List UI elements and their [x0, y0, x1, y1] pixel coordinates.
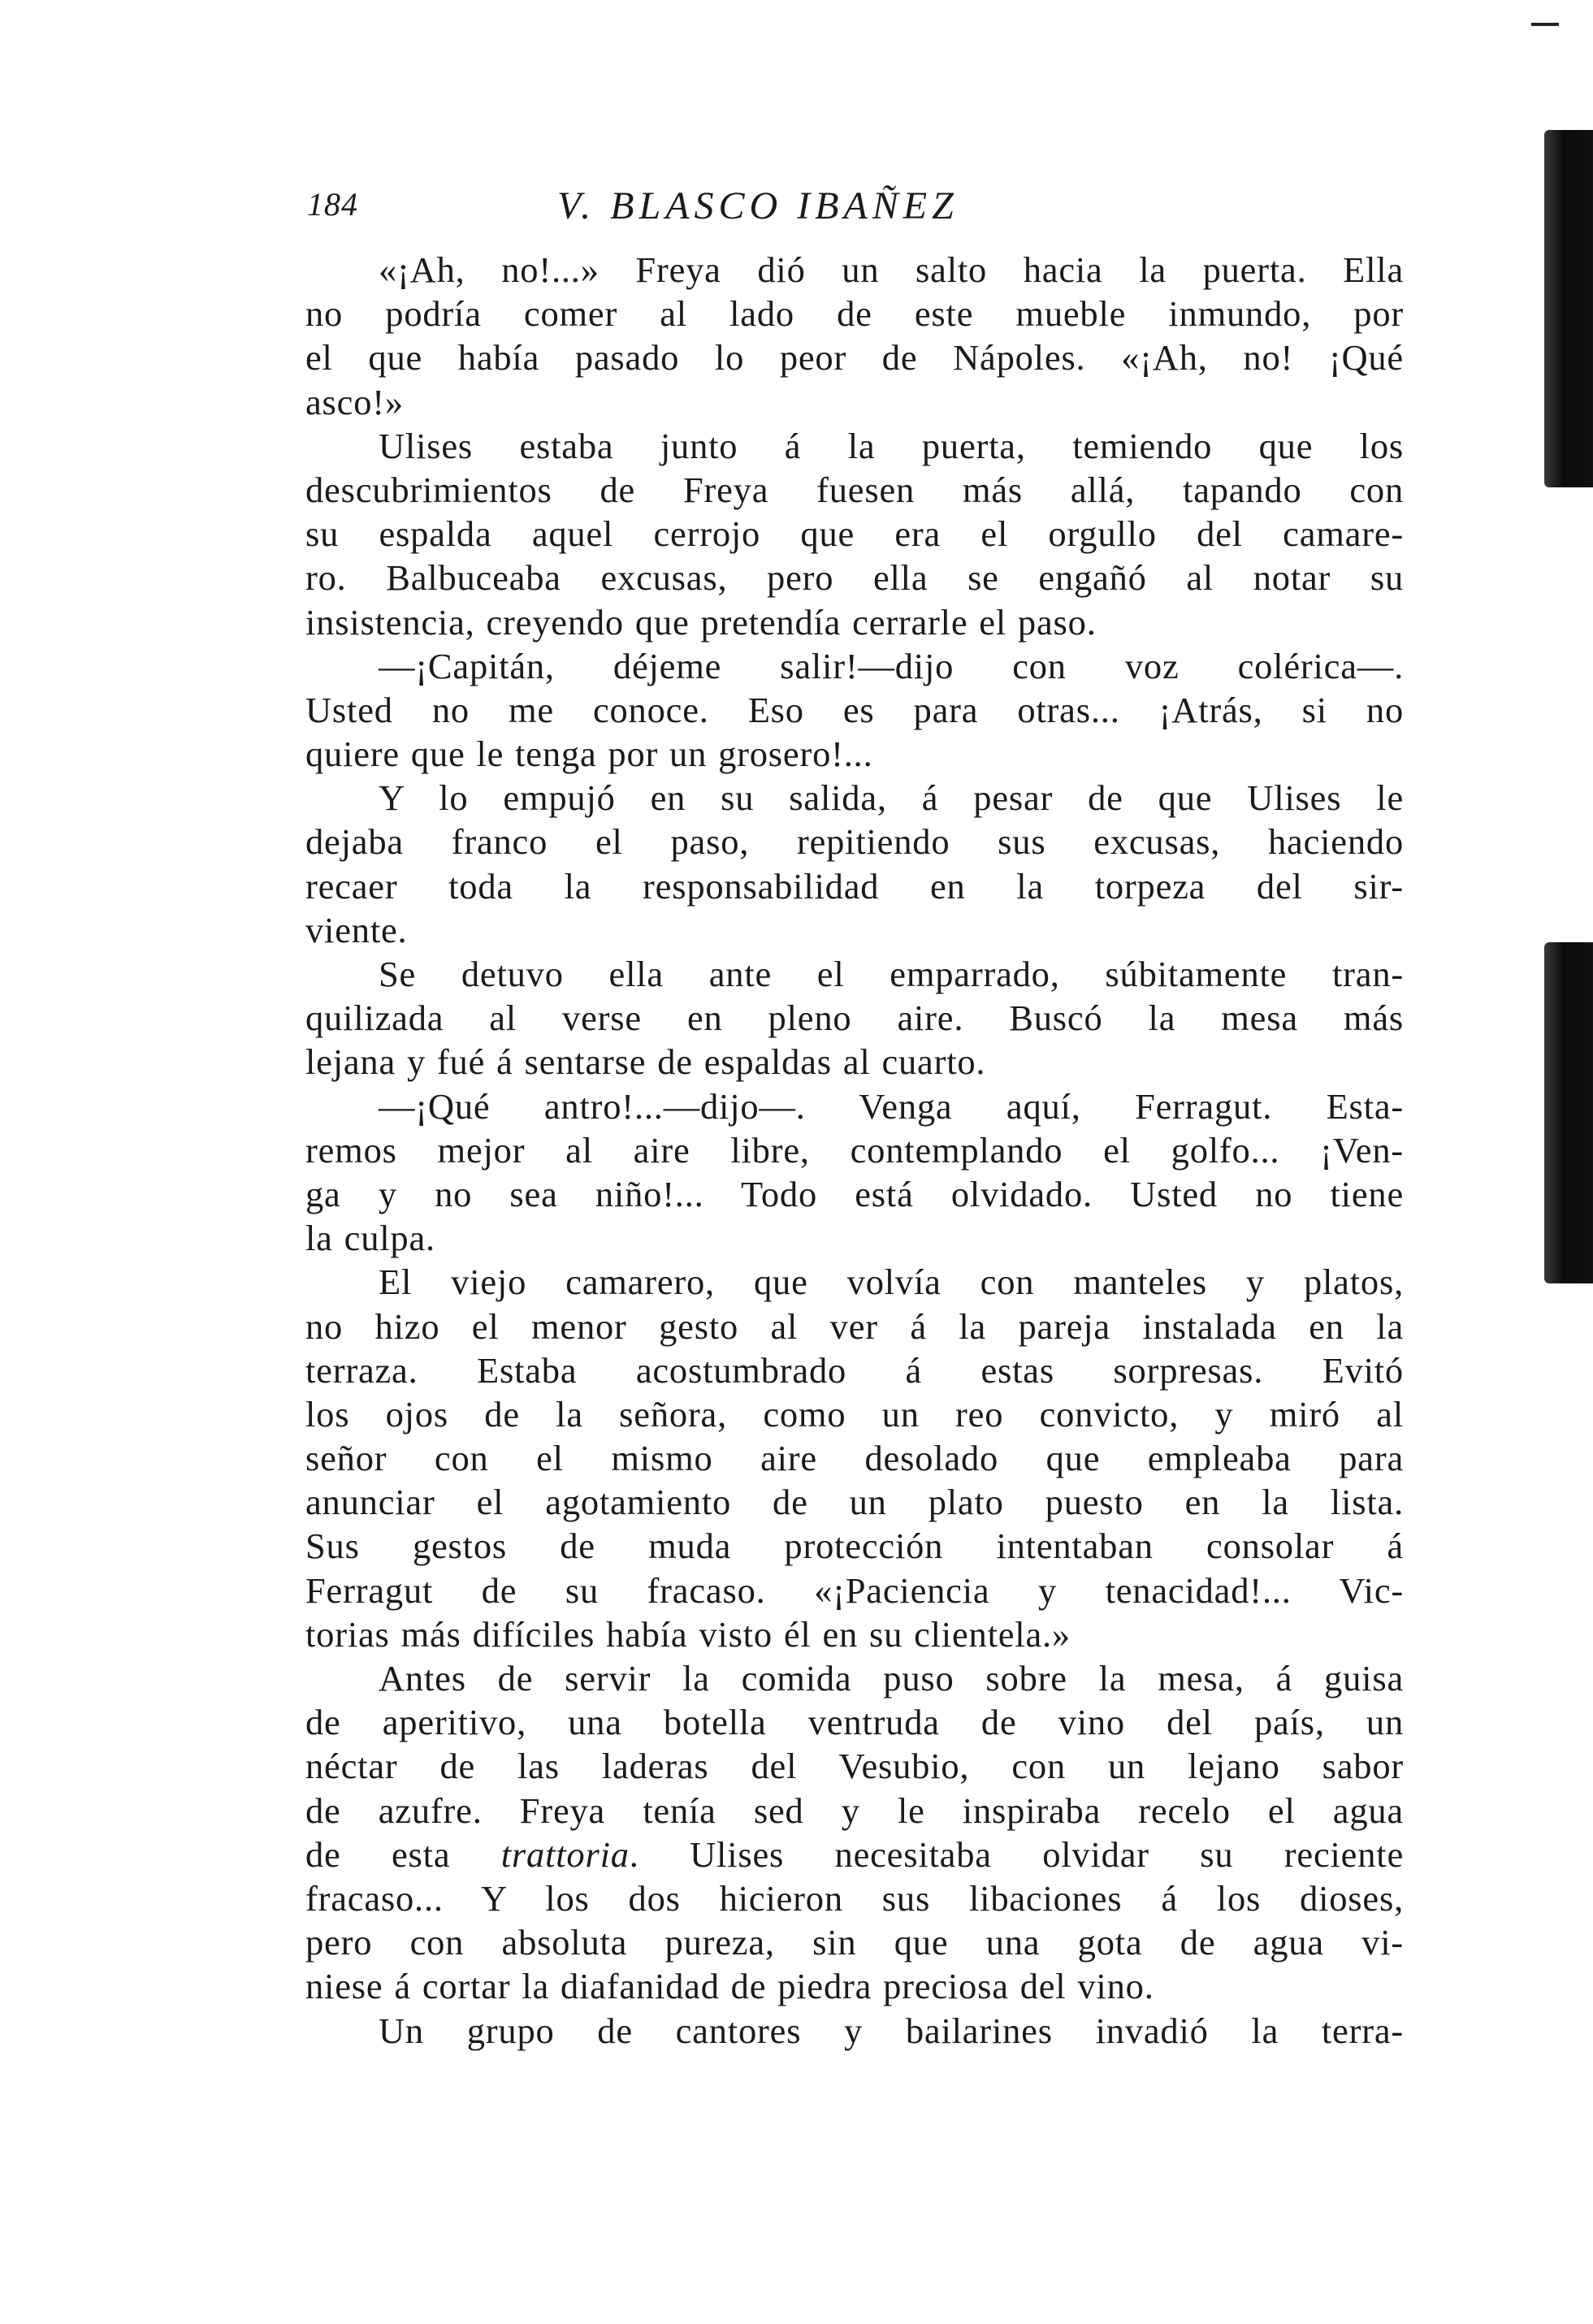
- text-line: pero con absoluta pureza, sin que una gota de agua vi-: [305, 1922, 1404, 1963]
- text-line: El viejo camarero, que volvía con manteles y platos,: [379, 1262, 1404, 1303]
- text-line: no hizo el menor gesto al ver á la pareja instalada en la: [305, 1305, 1404, 1347]
- text-line: lejana y fué á sentarse de espaldas al cuarto.: [305, 1041, 986, 1083]
- text-line: quiere que le tenga por un grosero!...: [305, 734, 873, 775]
- text-line: la culpa.: [305, 1218, 435, 1259]
- text-line: —¡Capitán, déjeme salir!—dijo con voz colérica—.: [379, 645, 1404, 686]
- text-line: Antes de servir la comida puso sobre la mesa, á guisa: [379, 1658, 1404, 1699]
- text-line: de aperitivo, una botella ventruda de vino del país, un: [305, 1702, 1404, 1743]
- page-number: 184: [307, 186, 358, 223]
- text-line: de azufre. Freya tenía sed y le inspiraba recelo el agua: [305, 1790, 1404, 1831]
- text-line: torias más difíciles había visto él en su clientela.»: [305, 1613, 1071, 1655]
- text-line: el que había pasado lo peor de Nápoles. «¡Ah, no! ¡Qué: [305, 337, 1404, 379]
- scan-mark: [1531, 23, 1559, 26]
- text-line: [305, 1833, 1404, 1876]
- text-line: Un grupo de cantores y bailarines invadió la terra-: [379, 2010, 1404, 2051]
- text-line: los ojos de la señora, como un reo convicto, y miró al: [305, 1393, 1404, 1435]
- text-line: su espalda aquel cerrojo que era el orgullo del camare-: [305, 513, 1404, 555]
- text-line: —¡Qué antro!...—dijo—. Venga aquí, Ferragut. Esta-: [379, 1085, 1404, 1127]
- text-line: fracaso... Y los dos hicieron sus libaciones á los dioses,: [305, 1877, 1404, 1919]
- text-line: descubrimientos de Freya fuesen más allá, tapando con: [305, 469, 1404, 510]
- text-line: Ferragut de su fracaso. «¡Paciencia y tenacidad!... Vic-: [305, 1569, 1404, 1611]
- text-line: dejaba franco el paso, repitiendo sus excusas, haciendo: [305, 821, 1404, 863]
- text-line: insistencia, creyendo que pretendía cerrarle el paso.: [305, 601, 1097, 643]
- italic-word: trattoria: [500, 1833, 630, 1875]
- text-line: terraza. Estaba acostumbrado á estas sorpresas. Evitó: [305, 1349, 1404, 1391]
- text-line: Usted no me conoce. Eso es para otras... ¡Atrás, si no: [305, 689, 1404, 730]
- text-line: remos mejor al aire libre, contemplando el golfo... ¡Ven-: [305, 1129, 1404, 1171]
- text-line: niese á cortar la diafanidad de piedra preciosa del vino.: [305, 1966, 1154, 2007]
- text-line: Ulises estaba junto á la puerta, temiendo que los: [379, 425, 1404, 466]
- text-segment: . Ulises necesitaba olvidar su reciente: [629, 1833, 1404, 1875]
- text-line: Se detuvo ella ante el emparrado, súbitamente tran-: [379, 954, 1404, 994]
- text-line: ga y no sea niño!... Todo está olvidado. Usted no tiene: [305, 1173, 1404, 1214]
- text-line: asco!»: [305, 381, 404, 422]
- page-edge-shadow-middle: [1544, 942, 1593, 1283]
- text-line: néctar de las laderas del Vesubio, con un lejano sabor: [305, 1746, 1404, 1787]
- text-line: no podría comer al lado de este mueble inmundo, por: [305, 293, 1404, 335]
- text-line: Sus gestos de muda protección intentaban consolar á: [305, 1526, 1404, 1567]
- running-head: V. BLASCO IBAÑEZ: [557, 184, 959, 227]
- text-line: anunciar el agotamiento de un plato puesto en la lista.: [305, 1482, 1404, 1523]
- text-line: viente.: [305, 909, 408, 950]
- body-text: [305, 248, 1404, 2053]
- text-line: quilizada al verse en pleno aire. Buscó la mesa más: [305, 998, 1404, 1039]
- text-line: Y lo empujó en su salida, á pesar de que Ulises le: [379, 777, 1404, 819]
- text-line: recaer toda la responsabilidad en la torpeza del sir-: [305, 865, 1404, 907]
- text-line: «¡Ah, no!...» Freya dió un salto hacia la puerta. Ella: [379, 249, 1404, 290]
- page-edge-shadow-top: [1544, 130, 1593, 487]
- text-line: señor con el mismo aire desolado que empleaba para: [305, 1438, 1404, 1479]
- text-segment: de esta: [305, 1833, 501, 1875]
- text-line: ro. Balbuceaba excusas, pero ella se engañó al notar su: [305, 557, 1404, 599]
